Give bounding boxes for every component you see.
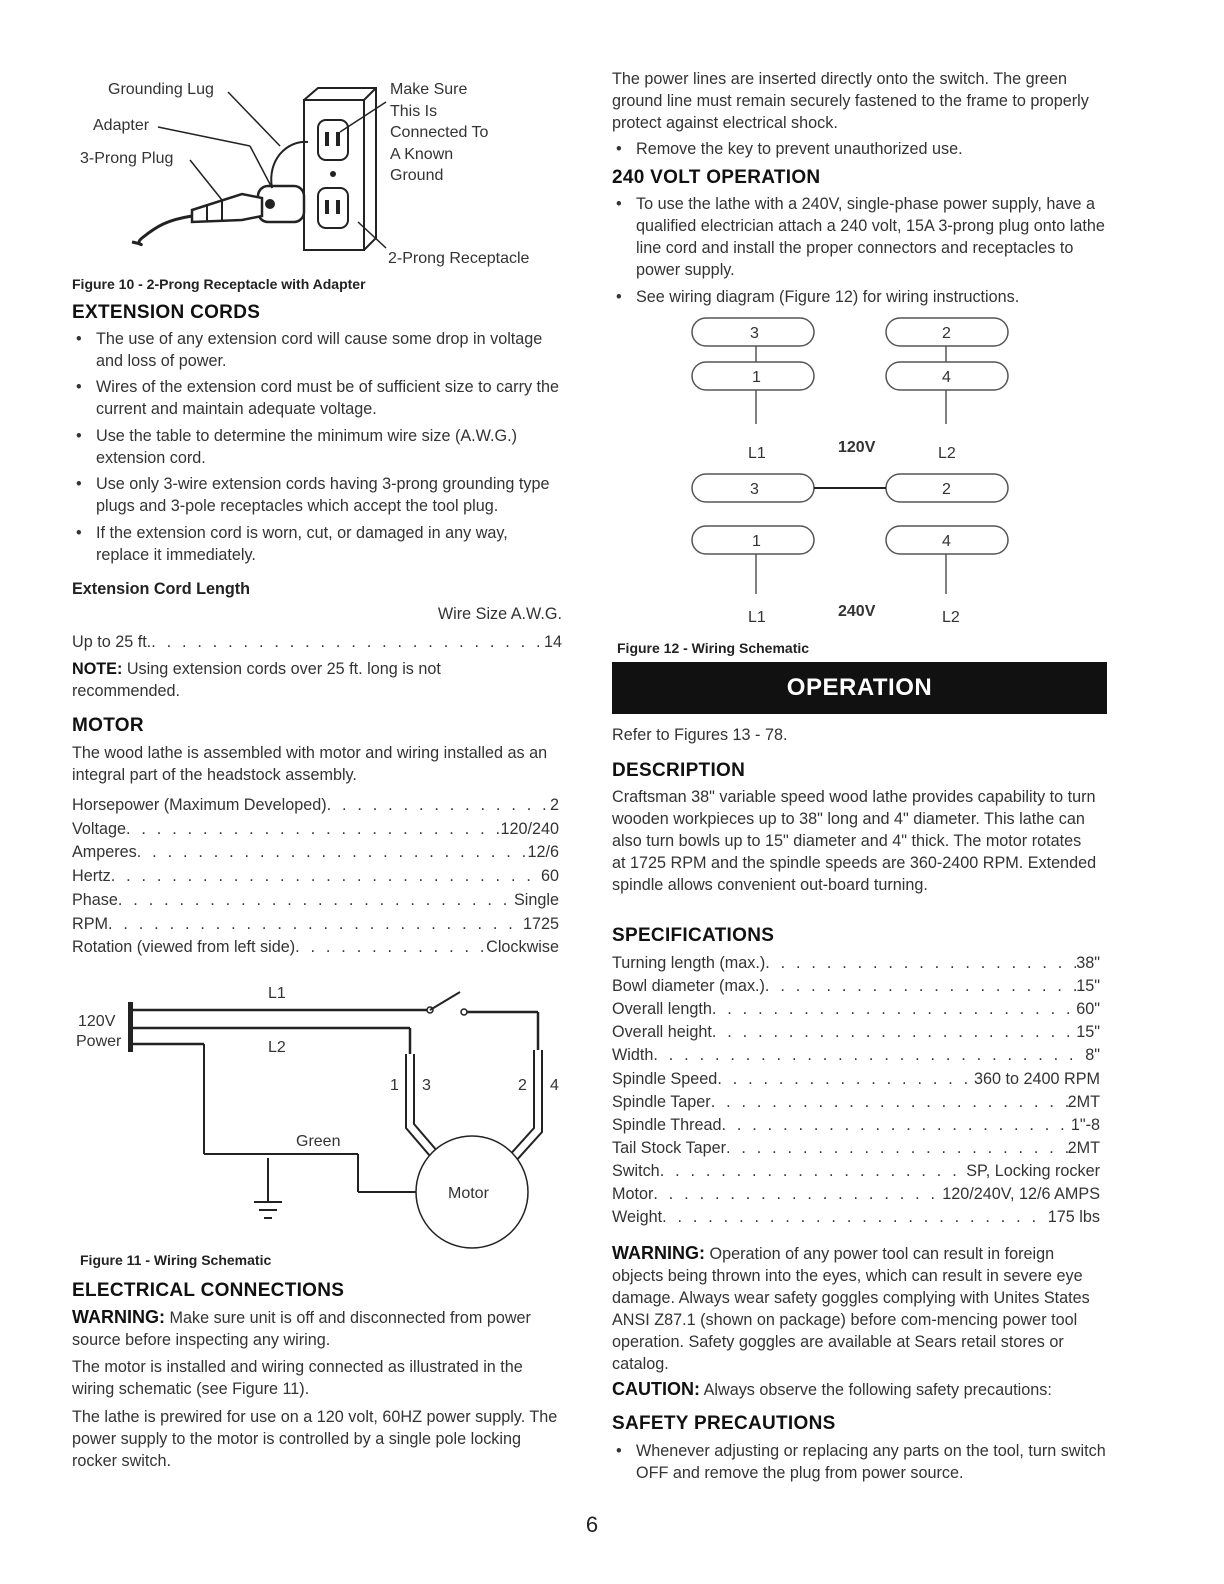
warning-2-text: Operation of any power tool can result in foreign objects being thrown into the eyes, which can result in severe eye damage. Always wear safety goggles complying with Unites States ANSI Z87.1 (shown on package) before com-mencing power tool operation. Safety goggles are available at Sears retail stores or catalog.	[612, 1245, 1090, 1373]
motor-spec-label: RPM	[72, 914, 108, 933]
label-terminal-1: 1	[390, 1077, 399, 1094]
specification-label: Spindle Taper	[612, 1092, 711, 1111]
specification-row	[612, 1206, 1100, 1228]
specification-row	[612, 1183, 1100, 1205]
adapter-illustration	[72, 70, 562, 270]
volt240-heading: 240 VOLT OPERATION	[612, 167, 821, 188]
volt240-bullet-1: • To use the lathe with a 240V, single-phase power supply, have a qualified electrician attach a 240 volt, 15A 3-prong plug onto lathe line cord and install the proper connectors and receptacles to power supply.	[612, 193, 1118, 281]
specification-row	[612, 1068, 1100, 1090]
motor-spec-row	[72, 794, 559, 816]
specification-row	[612, 998, 1100, 1020]
term-1-top: 1	[752, 369, 761, 386]
label-motor: Motor	[448, 1185, 489, 1202]
extension-row-label: Up to 25 ft.	[72, 633, 152, 651]
warning-text: Make sure unit is off and disconnected from power source before inspecting any wiring.	[72, 1309, 531, 1349]
motor-spec-value: 120/240	[500, 819, 559, 838]
motor-spec-row	[72, 913, 559, 935]
electrical-p1: The motor is installed and wiring connected as illustrated in the wiring schematic (see Figure 11).	[72, 1358, 523, 1398]
extension-table-row	[72, 631, 562, 653]
caution-text: Always observe the following safety precautions:	[703, 1381, 1052, 1399]
specification-value: 175 lbs	[1047, 1208, 1100, 1227]
motor-spec-label: Amperes	[72, 843, 137, 862]
motor-spec-value: 60	[540, 867, 559, 886]
specification-row	[612, 975, 1100, 997]
motor-spec-label: Voltage	[72, 819, 127, 838]
extension-bullet-1: • The use of any extension cord will cause some drop in voltage and loss of power.	[72, 328, 562, 372]
specification-value: 120/240V, 12/6 AMPS	[942, 1185, 1100, 1203]
motor-spec-label: Horsepower (Maximum Developed)	[72, 796, 327, 814]
label-l1-bottom: L1	[748, 609, 766, 626]
motor-spec-value: 2	[549, 796, 559, 814]
specification-label: Spindle Speed	[612, 1069, 718, 1088]
electrical-bullet: • Remove the key to prevent unauthorized use.	[612, 138, 1106, 160]
specification-label: Overall length	[612, 1000, 712, 1019]
motor-spec-row	[72, 865, 559, 887]
specification-label: Tail Stock Taper	[612, 1138, 726, 1157]
label-terminal-3: 3	[422, 1077, 431, 1094]
figure-11-caption: Figure 11 - Wiring Schematic	[80, 1252, 272, 1268]
figure-10	[72, 70, 562, 270]
term-4-top: 4	[942, 369, 951, 386]
specification-value: 2MT	[1067, 1092, 1100, 1111]
caution	[612, 1378, 1107, 1401]
term-2-top: 2	[942, 325, 951, 342]
electrical-warning	[72, 1306, 552, 1351]
label-make-sure: Make Sure	[390, 81, 468, 98]
specification-row	[612, 1021, 1100, 1043]
specifications-heading: SPECIFICATIONS	[612, 925, 775, 946]
motor-spec-row	[72, 889, 559, 911]
caution-label: CAUTION:	[612, 1379, 700, 1399]
specification-value: 8"	[1085, 1046, 1100, 1065]
note-text: Using extension cords over 25 ft. long is not recommended.	[72, 660, 441, 700]
specification-row	[612, 1137, 1100, 1159]
operation-refer: Refer to Figures 13 - 78.	[612, 726, 788, 744]
specification-value: 1"-8	[1070, 1115, 1100, 1134]
motor-spec-value: 1725	[522, 914, 559, 933]
warning-label: WARNING:	[72, 1307, 165, 1327]
specification-value: 15"	[1076, 977, 1100, 996]
term-3-bottom: 3	[750, 481, 759, 498]
specification-label: Overall height	[612, 1023, 712, 1042]
specification-value: 15"	[1076, 1023, 1100, 1042]
extension-row-value: 14	[543, 633, 562, 651]
specification-label: Motor	[612, 1185, 654, 1203]
specification-value: 360 to 2400 RPM	[974, 1069, 1100, 1088]
specification-value: 38"	[1076, 954, 1100, 972]
electrical-heading: ELECTRICAL CONNECTIONS	[72, 1280, 345, 1301]
specification-row	[612, 1044, 1100, 1066]
label-3-prong-plug: 3-Prong Plug	[80, 150, 174, 167]
specification-label: Spindle Thread	[612, 1115, 722, 1134]
label-connected-to: Connected To	[390, 124, 489, 141]
label-a-known: A Known	[390, 146, 454, 163]
label-120v: 120V	[78, 1013, 116, 1030]
figure-11	[72, 980, 572, 1250]
motor-spec-value: Single	[514, 890, 559, 909]
term-4-bottom: 4	[942, 533, 951, 550]
label-l2: L2	[268, 1039, 286, 1056]
note-label: NOTE:	[72, 660, 123, 678]
label-green: Green	[296, 1133, 341, 1150]
figure-10-caption: Figure 10 - 2-Prong Receptacle with Adapter	[72, 276, 366, 292]
motor-spec-label: Hertz	[72, 867, 111, 886]
extension-table-title: Extension Cord Length	[72, 580, 251, 598]
label-240v-bottom: 240V	[838, 603, 876, 620]
figure-12	[612, 312, 1107, 632]
specification-label: Switch	[612, 1161, 660, 1180]
specification-row	[612, 952, 1100, 974]
warning-2	[612, 1242, 1107, 1375]
voltage-wiring-schematic	[612, 312, 1107, 632]
label-this-is: This Is	[390, 103, 438, 120]
label-grounding-lug: Grounding Lug	[108, 81, 214, 98]
specification-label: Weight	[612, 1208, 663, 1227]
motor-wiring-schematic	[72, 980, 572, 1250]
motor-spec-value: Clockwise	[486, 938, 559, 957]
description-text: Craftsman 38" variable speed wood lathe provides capability to turn wooden workpieces up to 38" long and 4" diameter. This lathe can also turn bowls up to 15" diameter and 4" thick. The motor rotates at 1725 RPM and the spindle speeds are 360-2400 RPM. Extended spindle allows convenient out-board turning.	[612, 788, 1097, 894]
warning-2-label: WARNING:	[612, 1243, 705, 1263]
term-3-top: 3	[750, 325, 759, 342]
term-1-bottom: 1	[752, 533, 761, 550]
motor-spec-label: Rotation (viewed from left side)	[72, 938, 296, 957]
specification-row	[612, 1091, 1100, 1113]
extension-bullet-5: • If the extension cord is worn, cut, or damaged in any way, replace it immediately.	[72, 522, 562, 566]
motor-spec-row	[72, 818, 559, 840]
volt240-bullet-2: • See wiring diagram (Figure 12) for wiring instructions.	[612, 286, 1118, 308]
specification-label: Width	[612, 1046, 654, 1065]
electrical-p3: The power lines are inserted directly onto the switch. The green ground line must remain securely fastened to the frame to properly protect against electrical shock.	[612, 70, 1089, 132]
label-ground: Ground	[390, 167, 444, 184]
safety-heading: SAFETY PRECAUTIONS	[612, 1413, 836, 1434]
operation-banner: OPERATION	[612, 662, 1107, 714]
label-power: Power	[76, 1033, 122, 1050]
label-l2-top: L2	[938, 445, 956, 462]
specification-label: Turning length (max.)	[612, 954, 766, 972]
motor-intro: The wood lathe is assembled with motor and wiring installed as an integral part of the headstock assembly.	[72, 744, 548, 784]
motor-spec-value: 12/6	[527, 843, 559, 862]
label-l1-top: L1	[748, 445, 766, 462]
extension-bullet-2: • Wires of the extension cord must be of sufficient size to carry the current and maintain adequate voltage.	[72, 376, 562, 420]
motor-heading: MOTOR	[72, 715, 144, 736]
specification-value: SP, Locking rocker	[966, 1161, 1100, 1180]
label-terminal-2: 2	[518, 1077, 527, 1094]
label-2-prong-receptacle: 2-Prong Receptacle	[388, 250, 530, 267]
specification-value: 2MT	[1067, 1138, 1100, 1157]
specification-value: 60"	[1076, 1000, 1100, 1019]
label-terminal-4: 4	[550, 1077, 559, 1094]
extension-bullet-4: • Use only 3-wire extension cords having 3-prong grounding type plugs and 3-pole receptacles which accept the tool plug.	[72, 473, 576, 517]
label-120v-top: 120V	[838, 439, 876, 456]
specification-row	[612, 1114, 1100, 1136]
description-heading: DESCRIPTION	[612, 760, 746, 781]
label-adapter: Adapter	[93, 117, 150, 134]
page-number: 6	[585, 1512, 599, 1537]
label-l2-bottom: L2	[942, 609, 960, 626]
specification-label: Bowl diameter (max.)	[612, 977, 765, 996]
electrical-p2: The lathe is prewired for use on a 120 volt, 60HZ power supply. The power supply to the motor is controlled by a single pole locking rocker switch.	[72, 1408, 558, 1470]
motor-spec-row	[72, 841, 559, 863]
motor-spec-label: Phase	[72, 890, 118, 909]
figure-12-caption: Figure 12 - Wiring Schematic	[617, 640, 810, 656]
label-l1: L1	[268, 985, 286, 1002]
specification-row	[612, 1160, 1100, 1182]
extension-bullet-3: • Use the table to determine the minimum wire size (A.W.G.) extension cord.	[72, 425, 576, 469]
extension-table-header: Wire Size A.W.G.	[437, 605, 562, 623]
extension-cords-heading: EXTENSION CORDS	[72, 302, 261, 323]
safety-bullet: • Whenever adjusting or replacing any parts on the tool, turn switch OFF and remove the plug from power source.	[612, 1440, 1121, 1484]
term-2-bottom: 2	[942, 481, 951, 498]
extension-note	[72, 658, 542, 702]
motor-spec-row	[72, 936, 559, 958]
